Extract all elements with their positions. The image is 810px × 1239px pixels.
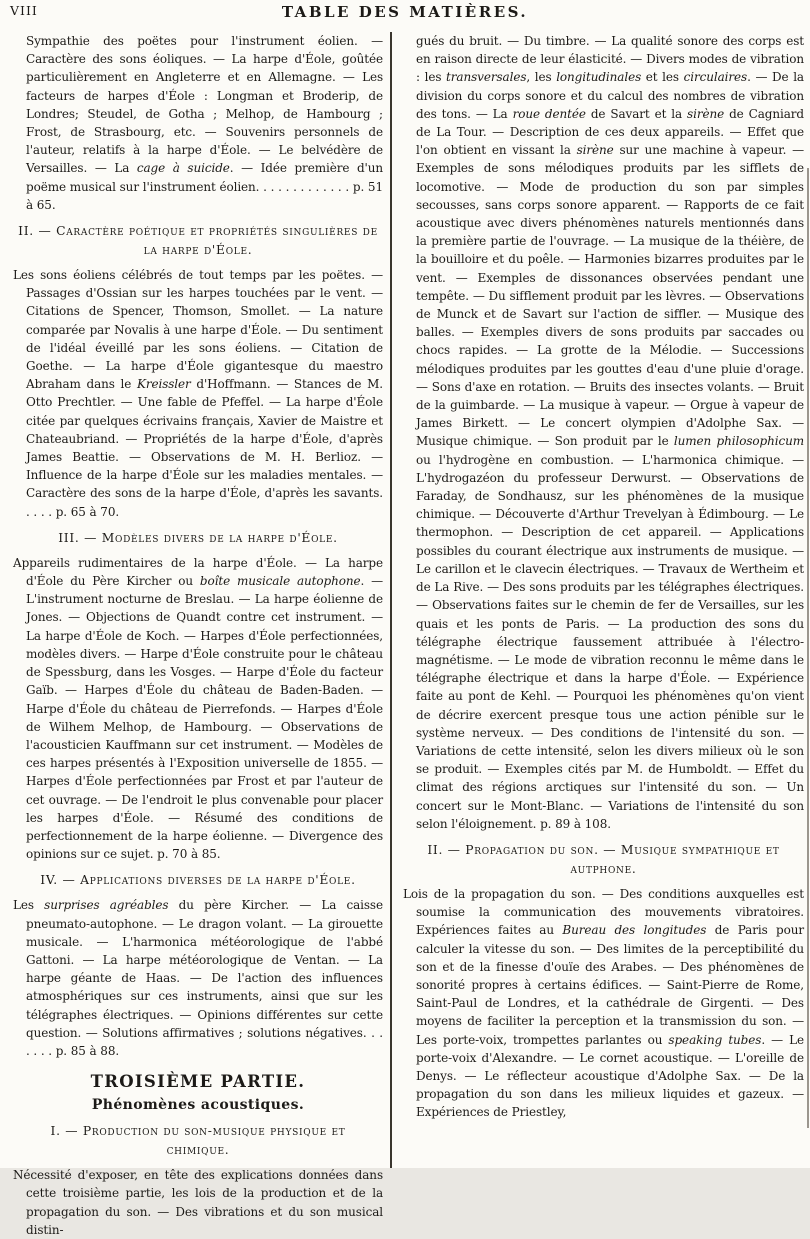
part-subtitle-phenomenes-acoustiques: Phénomènes acoustiques. <box>91 1097 305 1114</box>
toc-entry-modeles-divers: Appareils rudimentaires de la harpe d'Éole. — La harpe d'Éole du Père Kircher ou boîte musicale autophone. — L'instrument nocturne de Breslau. — La harpe éolienne de Jones. — Objections de Quandt contre cet instrument. — La harpe d'Éole de Koch. — Harpes d'Éole perfectionnées, modèles divers. — Harpe d'Éole construite pour le château de Spessburg, dans les Vosges. — Harpe d'Éole du facteur Gaïb. — Harpes d'Éole du château de Baden-Baden. — Harpe d'Éole du château de Pierrefonds. — Harpes d'Éole de Wilhem Melhop, de Hambourg. — Observations de l'acousticien Kauffmann sur cet instrument. — Modèles de ces harpes présentés à l'Exposition universelle de 1855. — Harpes d'Éole perfectionnées par Frost et par l'auteur de cet ouvrage. — De l'endroit le plus convenable pour placer les harpes d'Éole. — Résumé des conditions de perfectionnement de la harpe éolienne. — Divergence des opinions sur ce sujet. p. 70 à 85. <box>13 555 383 862</box>
section-heading-ii-propagation-du-son: II. — Propagation du son. — Musique sympathique et autphone. <box>427 842 780 876</box>
toc-entry-caractere-poetique: Les sons éoliens célébrés de tout temps par les poëtes. — Passages d'Ossian sur les harpes touchées par le vent. — Citations de Spencer, Thomson, Smollet. — La nature comparée par Novalis à une harpe d'Éole. — Du sentiment de l'idéal éveillé par les sons éoliens. — Citation de Goethe. — La harpe d'Éole gigantesque du maestro Abraham dans le Kreissler d'Hoffmann. — Stances de M. Otto Prechtler. — Une fable de Pfeffel. — La harpe d'Éole citée par quelques écrivains français, Xavier de Maistre et Chateaubriand. — Propriétés de la harpe d'Éole, d'après James Beattie. — Observations de M. H. Berlioz. — Influence de la harpe d'Éole sur les maladies mentales. — Caractère des sons de la harpe d'Éole, d'après les savants. . . . . p. 65 à 70. <box>13 268 384 519</box>
toc-entry-applications-diverses: Les surprises agréables du père Kircher. — La caisse pneumato-autophone. — Le dragon volant. — La girouette musicale. — L'harmonica météorologique de l'abbé Gattoni. — La harpe météorologique de Ventan. — La harpe géante de Haas. — De l'action des influences atmosphériques sur ces instruments, ainsi que sur les télégraphes électriques. — Opinions différentes sur cette question. — Solutions affirmatives ; solutions négatives. . . . . . . p. 85 à 88. <box>13 898 383 1058</box>
running-title: TABLE DES MATIÈRES. <box>281 3 529 21</box>
scan-edge-artifact <box>807 168 809 1128</box>
two-column-layout <box>13 32 805 1237</box>
section-heading-ii-caractere-poetique: II. — Caractère poétique et propriétés singulières de la harpe d'Éole. <box>18 224 378 258</box>
section-heading-iv-applications-diverses: IV. — Applications diverses de la harpe d'Éole. <box>40 873 356 888</box>
toc-entry-harpe-eole-continuation: Sympathie des poëtes pour l'instrument éolien. — Caractère des sons éoliques. — La harpe d'Éole, goûtée particulièrement en Angleterre et en Allemagne. — Les facteurs de harpes d'Éole : Longman et Broderip, de Londres; Steudel, de Gotha ; Melhop, de Hambourg ; Frost, de Strasbourg, etc. — Souvenirs personnels de l'auteur, relatifs à la harpe d'Éole. — Le belvédère de Versailles. — La cage à suicide. — Idée première d'un poëme musical sur l'instrument éolien. . . . . . . . . . . . . p. 51 à 65. <box>26 34 384 212</box>
folio-number: VIII <box>10 3 38 18</box>
left-column <box>13 32 390 1237</box>
part-title-troisieme-partie: TROISIÈME PARTIE. <box>90 1072 306 1092</box>
section-heading-iii-modeles-divers: III. — Modèles divers de la harpe d'Éole. <box>58 530 338 545</box>
toc-entry-production-du-son: Nécessité d'exposer, en tête des explications données dans cette troisième partie, les lois de la production et de la propagation du son. — Des vibrations et du son musical distin- <box>13 1168 383 1237</box>
page-header <box>0 3 810 29</box>
right-column <box>392 32 804 1168</box>
toc-entry-production-du-son-continuation: gués du bruit. — Du timbre. — La qualité sonore des corps est en raison directe de leur élasticité. — Divers modes de vibration : les transversales, les longitudinales et les circulaires. — De la division du corps sonore et du calcul des nombres de vibration des tons. — La roue dentée de Savart et la sirène de Cagniard de La Tour. — Description de ces deux appareils. — Effet que l'on obtient en vissant la sirène sur une machine à vapeur. — Exemples de sons mélodiques produits par les sifflets de locomotive. — Mode de production du son par simples secousses, sans corps sonore apparent. — Rapports de ce fait acoustique avec divers phénomènes naturels mentionnés dans la première partie de l'ouvrage. — La musique de la théière, de la bouilloire et du poêle. — Harmonies bizarres produites par le vent. — Exemples de dissonances observées pendant une tempête. — Du sifflement produit par les lèvres. — Observations de Munck et de Savart sur l'action de siffler. — Musique des balles. — Exemples divers de sons produits par saccades ou chocs rapides. — La grotte de la Mélodie. — Successions mélodiques produites par les gouttes d'eau d'une pluie d'orage. — Sons d'axe en rotation. — Bruits des insectes volants. — Bruit de la guimbarde. — La musique à vapeur. — Orgue à vapeur de James Birkett. — Le concert olympien d'Adolphe Sax. — Musique chimique. — Son produit par le lumen philosophicum ou l'hydrogène en combustion. — L'harmonica chimique. — L'hydrogazéon du professeur Derwurst. — Observations de Faraday, de Sondhausz, sur les phénomènes de la musique chimique. — Découverte d'Arthur Trevelyan à Édimbourg. — Le thermophon. — Description de cet appareil. — Applications possibles du courant électrique aux instruments de musique. — Le carillon et le clavecin électriques. — Travaux de Wertheim et de La Rive. — Des sons produits par les télégraphes électriques. — Observations faites sur le chemin de fer de Versailles, sur les quais et les ponts de Paris. — La production des sons du télégraphe électrique faussement attribuée à l'électro-magnétisme. — Le mode de vibration reconnu le même dans le télégraphe électrique et dans la harpe d'Éole. — Expérience faite au pont de Kehl. — Pourquoi les phénomènes qu'on vient de décrire exercent presque tous une action pénible sur le système nerveux. — Des conditions de l'intensité du son. — Variations de cette intensité, selon les divers milieux où le son se produit. — Exemples cités par M. de Humboldt. — Effet du climat des régions arctiques sur l'intensité du son. — Un concert sur le Mont-Blanc. — Variations de l'intensité du son selon l'éloignement. p. 89 à 108. <box>416 34 804 831</box>
toc-entry-propagation-du-son: Lois de la propagation du son. — Des conditions auxquelles est soumise la communication des mouvements vibratoires. Expériences faites au Bureau des longitudes de Paris pour calculer la vitesse du son. — Des limites de la perceptibilité du son et de la finesse d'ouïe des Arabes. — Des phénomènes de sonorité propres à certains édifices. — Saint-Pierre de Rome, Saint-Paul de Londres, et la cathédrale de Girgenti. — Des moyens de faciliter la perception et la transmission du son. — Les porte-voix, trompettes parlantes ou speaking tubes. — Le porte-voix d'Alexandre. — Le cornet acoustique. — L'oreille de Denys. — Le réflecteur acoustique d'Adolphe Sax. — De la propagation du son dans les milieux liquides et gazeux. — Expériences de Priestley, <box>403 886 805 1120</box>
section-heading-i-production-du-son: I. — Production du son-musique physique et chimique. <box>50 1124 346 1158</box>
